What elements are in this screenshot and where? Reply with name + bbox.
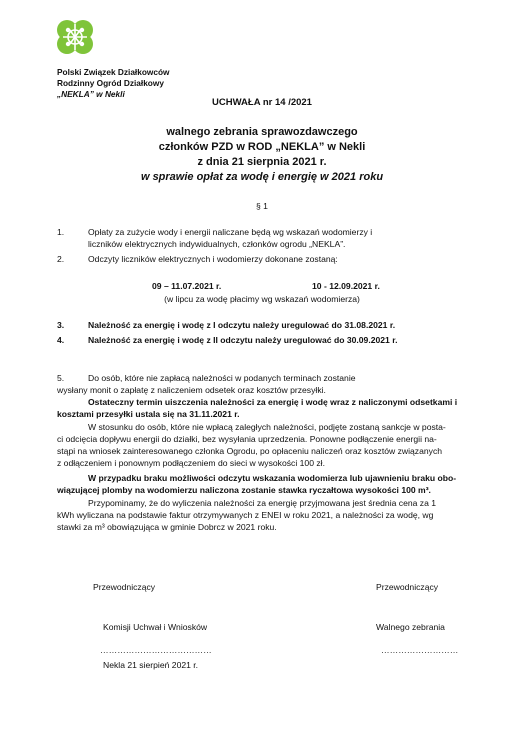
signature-right-title: Przewodniczący [376,582,439,592]
place-and-date: Nekla 21 sierpień 2021 r. [103,660,199,670]
item-5-sanctions-2: ci odcięcia dopływu energii do działki, bez wysyłania uprzedzenia. Ponowne podłączenie energii na- [57,434,437,444]
item-5-line-2: wysłany monit o zapłatę z naliczeniem odsetek oraz kosztów przesyłki. [57,385,326,395]
item-5-price-note-1: Przypominamy, że do wyliczenia należności za energię przyjmowana jest średnia cena za 1 [88,498,437,508]
item-5-flat-rate-2: wiązującej plomby na wodomierzu naliczona zostanie stawka ryczałtowa wysokości 100 m³. [57,485,431,495]
org-location: „NEKLA” w Nekli [57,89,125,99]
reading-date-1: 09 – 11.07.2021 r. [152,281,222,291]
signature-left-line: ………………………………… [100,645,212,655]
item-5-price-note-3: stawki za m³ obowiązująca w gminie Dobrcz w 2021 roku. [57,522,277,532]
document-number: UCHWAŁA nr 14 /2021 [212,97,312,108]
item-5-flat-rate-1: W przypadku braku możliwości odczytu wskazania wodomierza lub ujawnieniu braku obo- [88,473,457,483]
signature-right-line: ……………………… [381,645,459,655]
reading-date-2: 10 - 12.09.2021 r. [312,281,380,291]
signature-left-body: Komisji Uchwał i Wniosków [103,622,208,632]
heading-subject: w sprawie opłat za wodę i energię w 2021 roku [140,171,384,183]
item-1-line-1: Opłaty za zużycie wody i energii naliczane będą wg wskazań wodomierzy i [88,227,373,237]
section-mark: § 1 [256,201,268,211]
item-number-4: 4. [57,335,65,345]
item-5-final-deadline-2: kosztami przesyłki ustala się na 31.11.2021 r. [57,409,240,419]
heading-line-1: walnego zebrania sprawozdawczego [166,126,358,138]
item-number-3: 3. [57,320,65,330]
item-5-sanctions-4: z odłączeniem i ponownym podłączeniem do sieci w wysokości 100 zł. [57,458,325,468]
pzd-clover-logo-icon [55,19,95,55]
signature-right-body: Walnego zebrania [376,622,445,632]
item-number-5: 5. [57,373,65,383]
org-garden: Rodzinny Ogród Działkowy [57,78,164,88]
item-4-text: Należność za energię i wodę z II odczytu należy uregulować do 30.09.2021 r. [88,335,398,345]
item-5-line-1: Do osób, które nie zapłacą należności w podanych terminach zostanie [88,373,356,383]
item-5-sanctions-3: stąpi na wniosek zainteresowanego członka Ogrodu, po opłaceniu naliczeń oraz kosztów związanych [57,446,443,456]
signature-left-title: Przewodniczący [93,582,156,592]
item-number-1: 1. [57,227,65,237]
item-3-text: Należność za energię i wodę z I odczytu należy uregulować do 31.08.2021 r. [88,320,396,330]
item-5-sanctions-1: W stosunku do osób, które nie wpłacą zaległych należności, podjęte zostaną sankcje w posta- [88,422,446,432]
heading-line-3: z dnia 21 sierpnia 2021 r. [197,156,327,168]
heading-line-2: członków PZD w ROD „NEKLA” w Nekli [158,141,366,153]
item-number-2: 2. [57,254,65,264]
item-5-final-deadline-1: Ostateczny termin uiszczenia należności za energię i wodę wraz z naliczonymi odsetkami i [88,397,458,407]
item-1-line-2: liczników elektrycznych indywidualnych, członków ogrodu „NEKLA”. [88,239,346,249]
reading-date-note: (w lipcu za wodę płacimy wg wskazań wodomierza) [164,294,360,304]
org-name: Polski Związek Działkowców [57,67,170,77]
item-2-text: Odczyty liczników elektrycznych i wodomierzy dokonane zostaną: [88,254,338,264]
item-5-price-note-2: kWh wyliczana na podstawie faktur otrzymywanych z ENEI w roku 2021, a należności za wodę, wg [57,510,434,520]
